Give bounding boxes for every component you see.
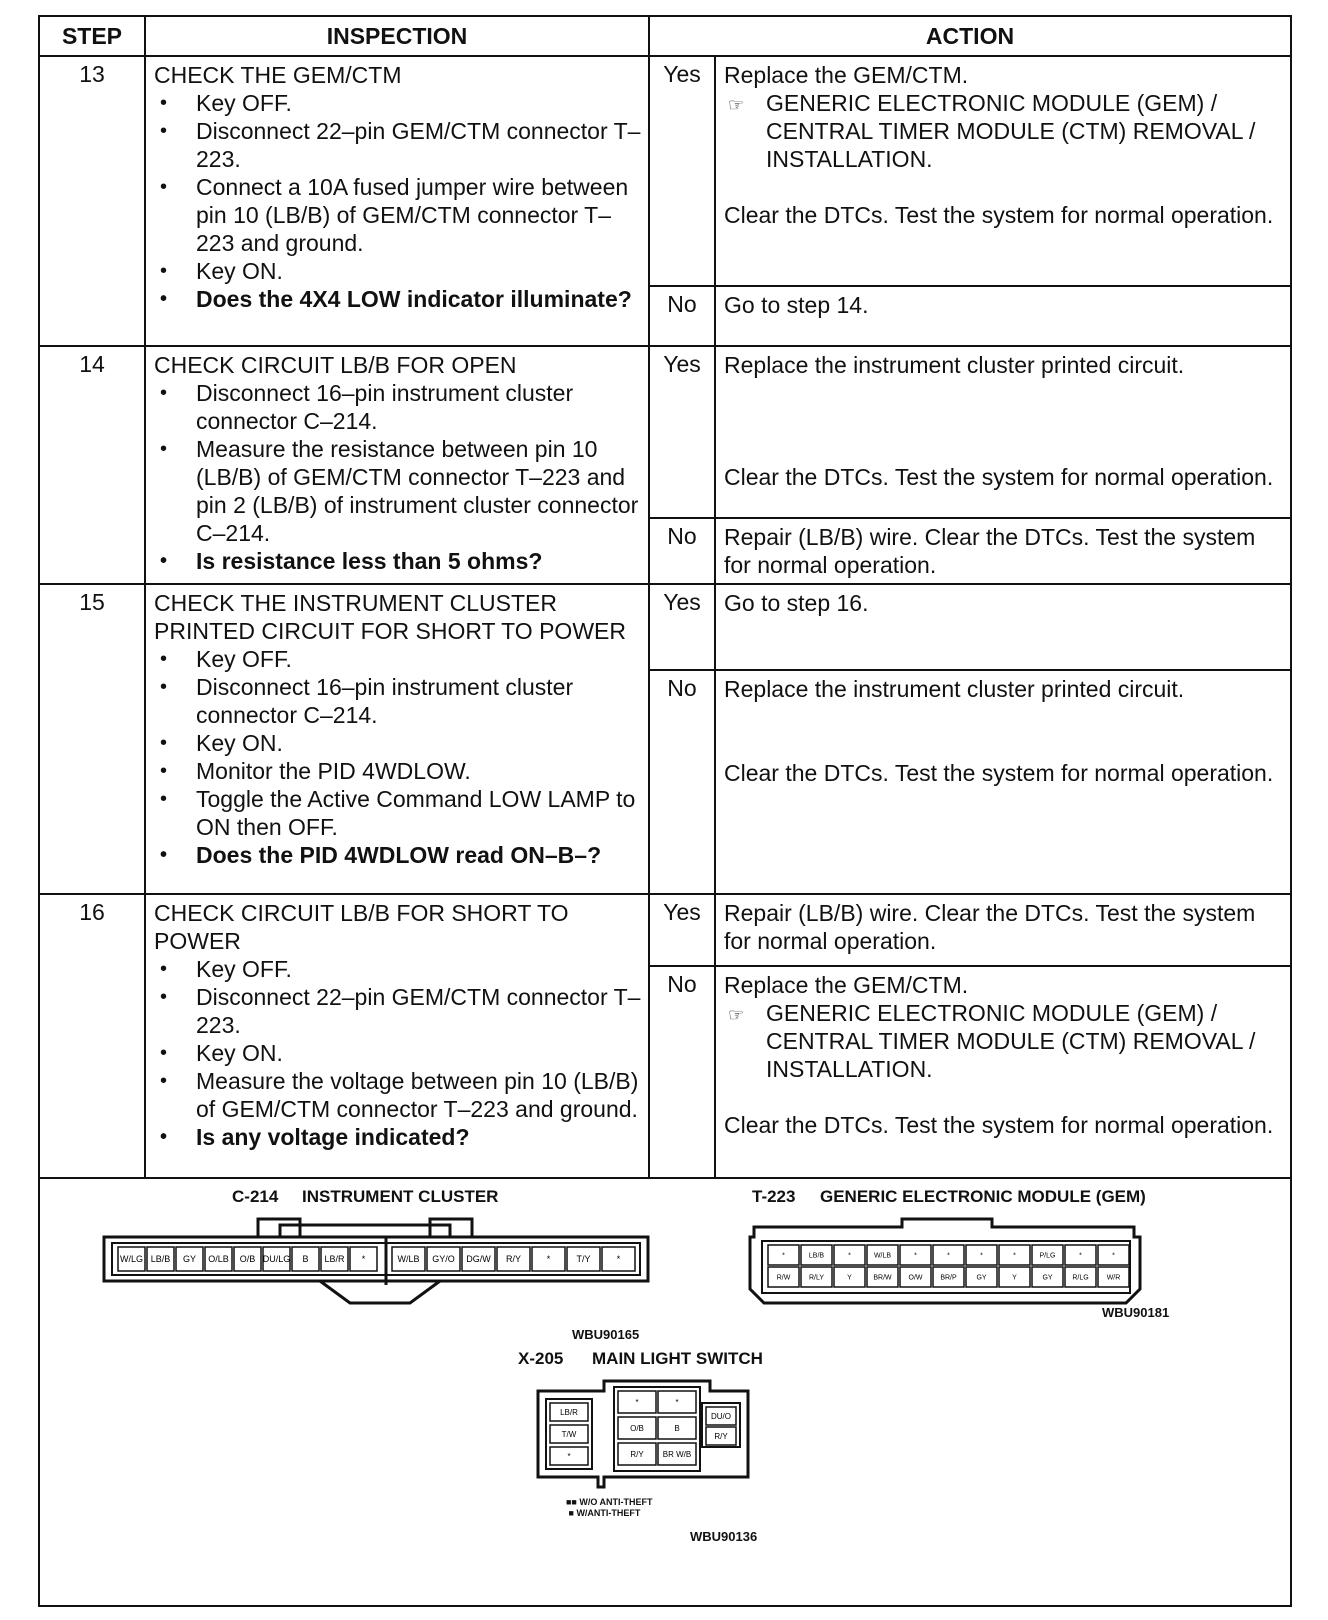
x205-pin-label: * [675, 1398, 679, 1407]
t223-pin-label: * [1013, 1252, 1016, 1260]
yes-label: Yes [649, 56, 715, 286]
inspection-bullet: • Measure the voltage between pin 10 (LB/B) of GEM/CTM connector T–223 and ground. [154, 1067, 642, 1123]
x205-pin-label: * [567, 1452, 571, 1461]
legend-text: W/ANTI-THEFT [576, 1508, 641, 1518]
table-header-row [40, 17, 1290, 56]
step-title: CHECK THE INSTRUMENT CLUSTER PRINTED CIRCUIT FOR SHORT TO POWER [154, 590, 626, 644]
legend-wo-antitheft: ■■ W/O ANTI-THEFT [566, 1497, 653, 1507]
x205-pin-label: DU/O [711, 1412, 731, 1421]
step-16-yes-row [40, 894, 1290, 966]
inspection-header: INSPECTION [145, 17, 649, 56]
t223-pin-label: BR/W [873, 1274, 892, 1282]
t223-pin-label: Y [847, 1274, 852, 1282]
t223-pin-label: * [947, 1252, 950, 1260]
t223-pin-label: * [980, 1252, 983, 1260]
c214-pin-label: O/LB [208, 1254, 229, 1264]
t223-pin-label: * [782, 1252, 785, 1260]
step-14-yes-row [40, 346, 1290, 518]
t223-pin-label: R/LY [808, 1274, 825, 1282]
t223-pin-label: GY [976, 1274, 987, 1282]
action-followup: Clear the DTCs. Test the system for normal operation. [724, 464, 1274, 490]
t223-pin-label: W/R [1106, 1274, 1121, 1282]
inspection-bullet: • Measure the resistance between pin 10 (LB/B) of GEM/CTM connector T–223 and pin 2 (LB/B) of instrument cluster connector C–214. [154, 435, 642, 547]
t223-pin-label: Y [1012, 1274, 1017, 1282]
yes-action [715, 56, 1290, 286]
action-text: Replace the instrument cluster printed circuit. [724, 676, 1185, 702]
c214-pin-label: W/LB [397, 1254, 420, 1264]
step-number: 14 [40, 346, 145, 584]
inspection-question: • Is resistance less than 5 ohms? [154, 547, 642, 575]
c214-pin-label: B [302, 1254, 309, 1264]
inspection-bullet: • Key OFF. [154, 89, 642, 117]
x205-id: X-205 [518, 1349, 564, 1368]
action-text: Replace the GEM/CTM. [724, 972, 969, 998]
reference-text: GENERIC ELECTRONIC MODULE (GEM) / CENTRAL TIMER MODULE (CTM) REMOVAL / INSTALLATION. [766, 90, 1256, 172]
inspection-bullet: • Toggle the Active Command LOW LAMP to ON then OFF. [154, 785, 642, 841]
step-number: 13 [40, 56, 145, 346]
yes-label: Yes [649, 584, 715, 670]
t223-pin-label: R/LG [1072, 1274, 1089, 1282]
reference-note [724, 89, 1284, 173]
yes-label: Yes [649, 346, 715, 518]
x205-pin-label: * [635, 1398, 639, 1407]
pointing-hand-icon: ☞ [728, 95, 745, 115]
c214-connector-diagram [100, 1215, 660, 1325]
step-14-inspection [145, 346, 649, 584]
x205-pin-label: R/Y [630, 1450, 644, 1459]
inspection-bullet: • Disconnect 22–pin GEM/CTM connector T–223. [154, 983, 642, 1039]
action-header: ACTION [649, 17, 1290, 56]
step-16-inspection [145, 894, 649, 1178]
inspection-bullet: • Key OFF. [154, 955, 642, 983]
action-followup: Clear the DTCs. Test the system for normal operation. [724, 202, 1274, 228]
inspection-question: • Does the 4X4 LOW indicator illuminate? [154, 285, 642, 313]
x205-pin-label: O/B [630, 1424, 644, 1433]
inspection-question: • Does the PID 4WDLOW read ON–B–? [154, 841, 642, 869]
x205-pin-label: LB/R [560, 1408, 578, 1417]
c214-pin-label: DG/W [466, 1254, 491, 1264]
inspection-question: • Is any voltage indicated? [154, 1123, 642, 1151]
pointing-hand-icon: ☞ [728, 1005, 745, 1025]
c214-pin-label: W/LG [119, 1254, 144, 1264]
x205-pin-label: BR W/B [662, 1450, 692, 1459]
t223-connector-diagram [746, 1213, 1156, 1313]
action-text: Replace the GEM/CTM. [724, 62, 969, 88]
c214-title: INSTRUMENT CLUSTER [302, 1187, 499, 1206]
inspection-bullet: • Connect a 10A fused jumper wire between pin 10 (LB/B) of GEM/CTM connector T–223 and ground. [154, 173, 642, 257]
yes-label: Yes [649, 894, 715, 966]
yes-action: Repair (LB/B) wire. Clear the DTCs. Test the system for normal operation. [715, 894, 1290, 966]
x205-connector-diagram [534, 1377, 758, 1497]
c214-code: WBU90165 [572, 1327, 640, 1342]
t223-pin-label: P/LG [1039, 1252, 1056, 1260]
action-followup: Clear the DTCs. Test the system for normal operation. [724, 1112, 1274, 1138]
t223-pin-label: R/W [776, 1274, 791, 1282]
c214-id: C-214 [232, 1187, 279, 1206]
c214-pin-label: * [546, 1254, 551, 1264]
no-action [715, 670, 1290, 894]
diagnostic-table [40, 17, 1290, 1179]
t223-title: GENERIC ELECTRONIC MODULE (GEM) [820, 1187, 1146, 1206]
t223-pin-label: W/LB [873, 1252, 892, 1260]
legend-w-antitheft: ■ W/ANTI-THEFT [566, 1508, 641, 1518]
t223-pin-label: O/W [908, 1274, 923, 1282]
x205-code: WBU90136 [690, 1529, 758, 1544]
no-action [715, 966, 1290, 1178]
inspection-bullet: • Key ON. [154, 257, 642, 285]
x205-pin-label: T/W [561, 1430, 577, 1439]
inspection-bullet: • Disconnect 22–pin GEM/CTM connector T–223. [154, 117, 642, 173]
t223-pin-label: * [1112, 1252, 1115, 1260]
service-procedure-page [38, 15, 1292, 1607]
c214-pin-label: * [361, 1254, 366, 1264]
step-title: CHECK CIRCUIT LB/B FOR OPEN [154, 352, 517, 378]
step-header: STEP [40, 17, 145, 56]
step-13-inspection [145, 56, 649, 346]
t223-pin-label: LB/B [808, 1252, 825, 1260]
c214-pin-label: T/Y [576, 1254, 591, 1264]
t223-pin-label: * [1079, 1252, 1082, 1260]
inspection-bullet: • Key ON. [154, 1039, 642, 1067]
c214-pin-label: R/Y [505, 1254, 522, 1264]
c214-pin-label: * [616, 1254, 621, 1264]
inspection-bullet: • Key ON. [154, 729, 642, 757]
t223-pin-label: BR/P [940, 1274, 957, 1282]
inspection-bullet: • Monitor the PID 4WDLOW. [154, 757, 642, 785]
no-action: Repair (LB/B) wire. Clear the DTCs. Test the system for normal operation. [715, 518, 1290, 584]
connector-diagrams [40, 1179, 1290, 1599]
step-15-inspection [145, 584, 649, 894]
inspection-bullet: • Key OFF. [154, 645, 642, 673]
x205-pin-label: B [674, 1424, 680, 1433]
c214-pin-label: O/B [239, 1254, 256, 1264]
step-13-yes-row [40, 56, 1290, 286]
step-number: 15 [40, 584, 145, 894]
step-title: CHECK THE GEM/CTM [154, 62, 402, 88]
no-action: Go to step 14. [715, 286, 1290, 346]
reference-note [724, 999, 1284, 1083]
t223-pin-label: * [848, 1252, 851, 1260]
step-number: 16 [40, 894, 145, 1178]
reference-text: GENERIC ELECTRONIC MODULE (GEM) / CENTRAL TIMER MODULE (CTM) REMOVAL / INSTALLATION. [766, 1000, 1256, 1082]
action-followup: Clear the DTCs. Test the system for normal operation. [724, 760, 1274, 786]
action-text: Replace the instrument cluster printed circuit. [724, 352, 1185, 378]
c214-pin-label: LB/B [150, 1254, 171, 1264]
step-title: CHECK CIRCUIT LB/B FOR SHORT TO POWER [154, 900, 569, 954]
no-label: No [649, 670, 715, 894]
c214-pin-label: LB/R [324, 1254, 345, 1264]
c214-pin-label: GY/O [432, 1254, 455, 1264]
inspection-bullet: • Disconnect 16–pin instrument cluster connector C–214. [154, 379, 642, 435]
t223-code: WBU90181 [1102, 1305, 1170, 1320]
step-15-yes-row [40, 584, 1290, 670]
x205-title: MAIN LIGHT SWITCH [592, 1349, 763, 1368]
no-label: No [649, 518, 715, 584]
x205-pin-label: R/Y [714, 1432, 728, 1441]
yes-action: Go to step 16. [715, 584, 1290, 670]
t223-id: T-223 [752, 1187, 796, 1206]
no-label: No [649, 966, 715, 1178]
c214-pin-label: GY [182, 1254, 197, 1264]
t223-pin-label: * [914, 1252, 917, 1260]
t223-pin-label: GY [1042, 1274, 1053, 1282]
inspection-bullet: • Disconnect 16–pin instrument cluster connector C–214. [154, 673, 642, 729]
yes-action [715, 346, 1290, 518]
legend-text: W/O ANTI-THEFT [579, 1497, 653, 1507]
c214-pin-label: DU/LG [262, 1254, 291, 1264]
no-label: No [649, 286, 715, 346]
